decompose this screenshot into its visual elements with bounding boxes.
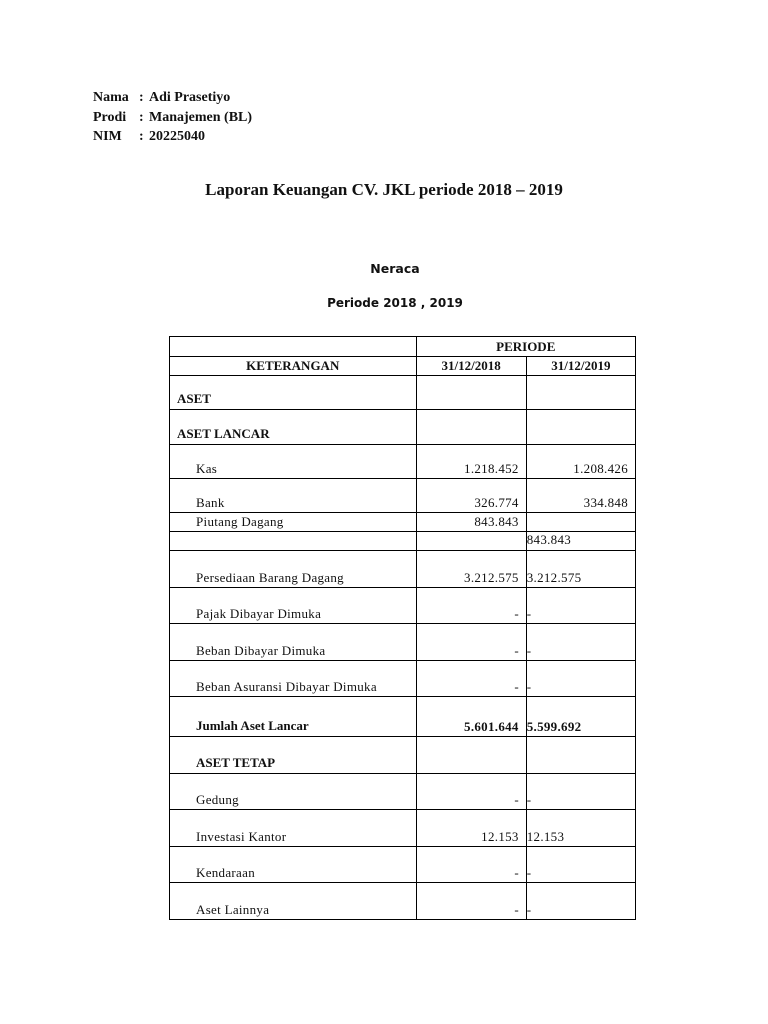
value-2019: - — [526, 588, 635, 624]
row-label: Beban Dibayar Dimuka — [170, 624, 417, 661]
row-label: Aset Lainnya — [170, 883, 417, 920]
value-2019: 334.848 — [526, 479, 635, 513]
info-row-prodi — [93, 108, 252, 128]
table-row — [170, 774, 636, 810]
value-2019: - — [526, 774, 635, 810]
row-label: Kendaraan — [170, 847, 417, 883]
table-header-row — [170, 357, 636, 376]
value-2019: - — [526, 661, 635, 697]
value-2019: - — [526, 847, 635, 883]
value-2018: 3.212.575 — [416, 551, 526, 588]
balance-sheet-table — [169, 336, 636, 920]
value-2018: - — [416, 588, 526, 624]
value-2018: 843.843 — [416, 513, 526, 532]
row-label: Piutang Dagang — [170, 513, 417, 532]
value-2018: 1.218.452 — [416, 445, 526, 479]
table-row — [170, 883, 636, 920]
table-row — [170, 588, 636, 624]
row-label: Pajak Dibayar Dimuka — [170, 588, 417, 624]
total-label: Jumlah Aset Lancar — [170, 697, 417, 737]
value-2018: 326.774 — [416, 479, 526, 513]
col-2019-header: 31/12/2019 — [526, 357, 635, 376]
table-row — [170, 737, 636, 774]
table-cell-empty — [416, 376, 526, 410]
total-2018: 5.601.644 — [416, 697, 526, 737]
table-row — [170, 376, 636, 410]
section-aset-tetap: ASET TETAP — [170, 737, 417, 774]
table-header-row — [170, 337, 636, 357]
table-cell-empty — [526, 737, 635, 774]
table-cell-empty — [526, 376, 635, 410]
value-2018: - — [416, 774, 526, 810]
info-row-nama — [93, 88, 252, 108]
row-label: Investasi Kantor — [170, 810, 417, 847]
table-row — [170, 624, 636, 661]
student-info — [93, 88, 252, 147]
table-cell-empty — [416, 410, 526, 445]
total-2019: 5.599.692 — [526, 697, 635, 737]
info-value-nim: 20225040 — [149, 129, 205, 144]
info-value-prodi: Manajemen (BL) — [149, 109, 253, 125]
value-2019: - — [526, 883, 635, 920]
info-separator: : — [139, 90, 144, 105]
value-2018: - — [416, 883, 526, 920]
info-separator: : — [139, 129, 144, 144]
value-2019: - — [526, 624, 635, 661]
table-row — [170, 847, 636, 883]
report-period: Periode 2018 , 2019 — [327, 296, 463, 310]
row-label: Kas — [170, 445, 417, 479]
col-2018-header: 31/12/2018 — [416, 357, 526, 376]
value-2018: - — [416, 661, 526, 697]
value-2018: - — [416, 624, 526, 661]
value-2018: - — [416, 847, 526, 883]
table-cell-empty — [170, 337, 417, 357]
value-2019: 843.843 — [526, 532, 635, 551]
table-row — [170, 479, 636, 513]
info-value-nama: Adi Prasetiyo — [149, 90, 231, 105]
table-row — [170, 445, 636, 479]
table-row — [170, 661, 636, 697]
table-row — [170, 810, 636, 847]
info-key: NIM — [93, 129, 122, 144]
value-2019: 3.212.575 — [526, 551, 635, 588]
value-2019: 1.208.426 — [526, 445, 635, 479]
row-label: Gedung — [170, 774, 417, 810]
table-row — [170, 532, 636, 551]
table-cell-empty — [416, 737, 526, 774]
section-aset-lancar: ASET LANCAR — [170, 410, 417, 445]
table-cell-empty — [526, 410, 635, 445]
section-aset: ASET — [170, 376, 417, 410]
table-row — [170, 410, 636, 445]
table-row — [170, 513, 636, 532]
table-row-total — [170, 697, 636, 737]
row-label: Bank — [170, 479, 417, 513]
report-subtitle: Neraca — [370, 261, 420, 276]
info-key: Nama — [93, 90, 129, 105]
keterangan-header: KETERANGAN — [170, 357, 417, 376]
value-2018: 12.153 — [416, 810, 526, 847]
report-title: Laporan Keuangan CV. JKL periode 2018 – 2019 — [205, 180, 563, 199]
table-cell-empty — [170, 532, 417, 551]
table-cell-empty — [416, 532, 526, 551]
row-label: Beban Asuransi Dibayar Dimuka — [170, 661, 417, 697]
info-key: Prodi — [93, 109, 127, 125]
table-cell-empty — [526, 513, 635, 532]
periode-header: PERIODE — [416, 337, 635, 357]
table-row — [170, 551, 636, 588]
row-label: Persediaan Barang Dagang — [170, 551, 417, 588]
info-row-nim — [93, 127, 252, 147]
value-2019: 12.153 — [526, 810, 635, 847]
info-separator: : — [139, 109, 144, 125]
